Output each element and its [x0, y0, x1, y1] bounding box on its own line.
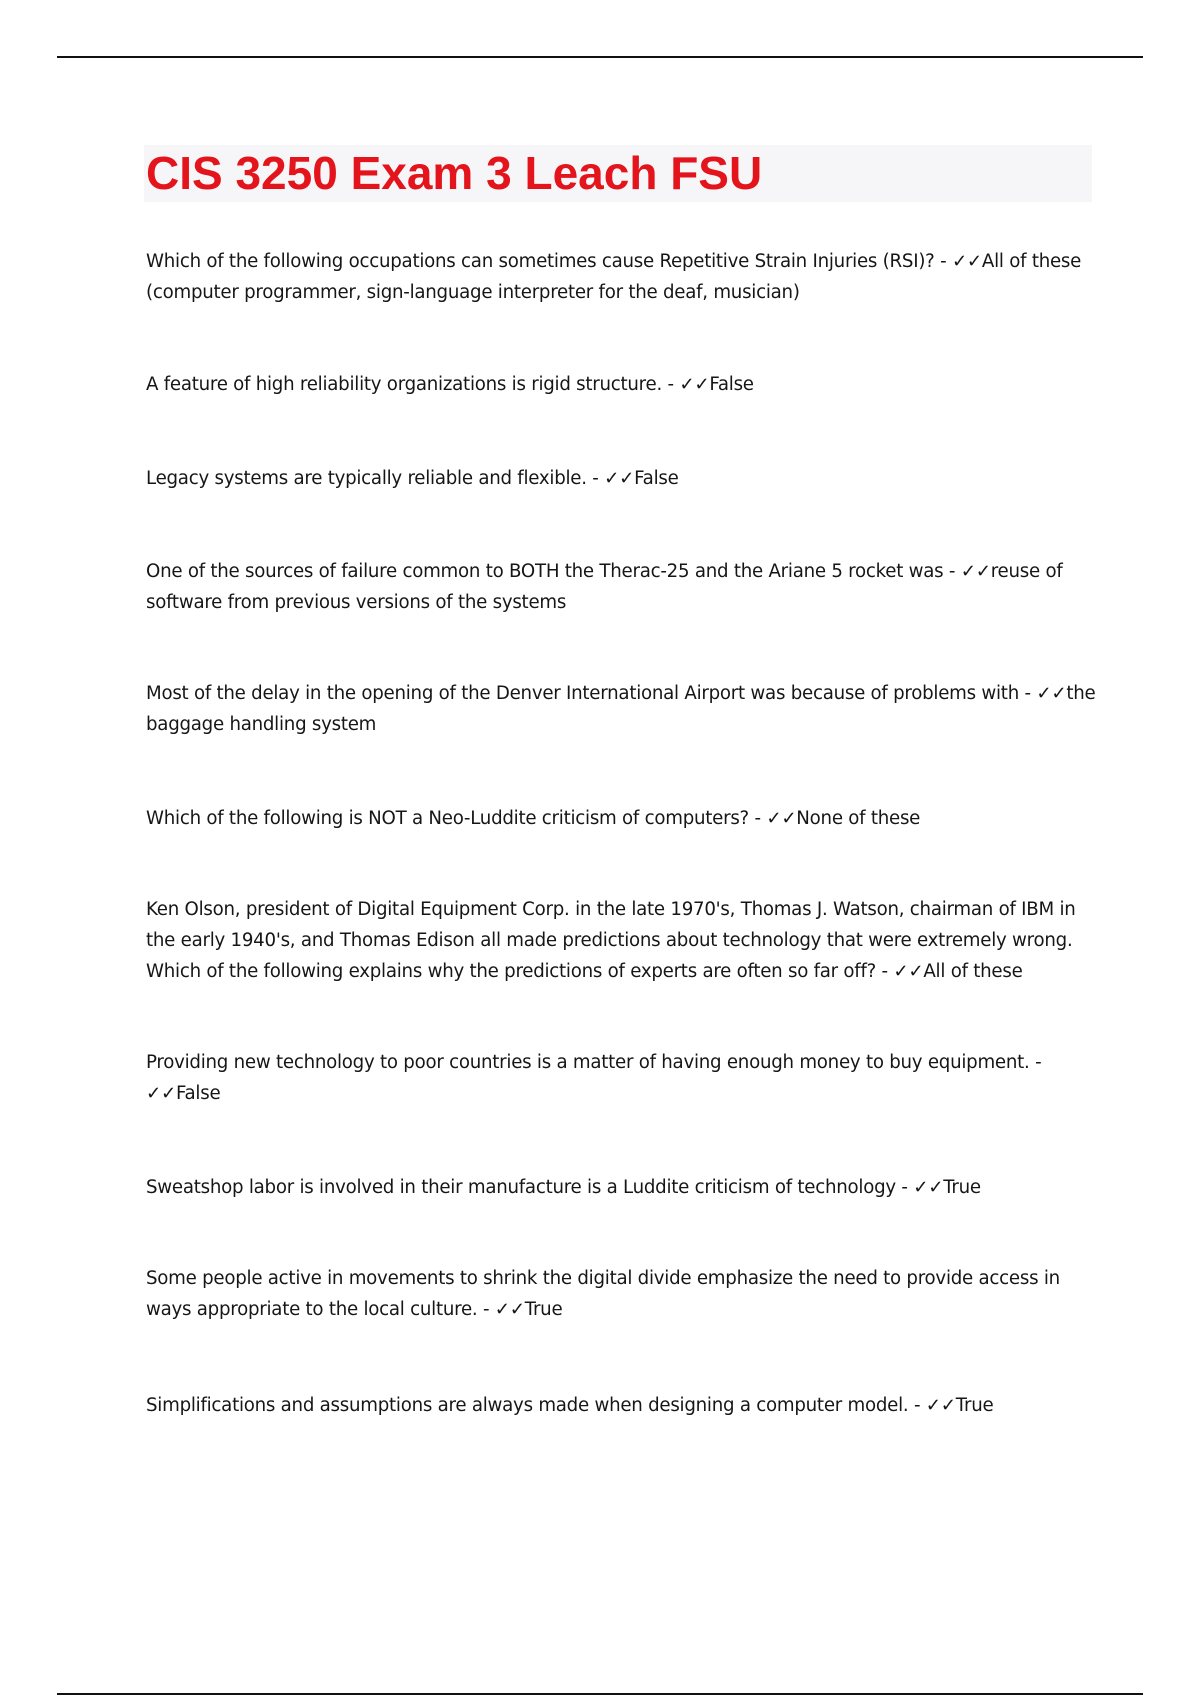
qa-item: Most of the delay in the opening of the Denver International Airport was because of problems with - ✓✓the baggage handling system [146, 683, 1096, 735]
qa-item: Some people active in movements to shrink the digital divide emphasize the need to provide access in ways appropriate to the local culture. - ✓✓True [146, 1268, 1060, 1320]
qa-item: Sweatshop labor is involved in their manufacture is a Luddite criticism of technology - ✓✓True [146, 1177, 981, 1198]
qa-item: One of the sources of failure common to BOTH the Therac-25 and the Ariane 5 rocket was - ✓✓reuse of software from previous versions of the systems [146, 561, 1063, 613]
qa-item: Which of the following occupations can sometimes cause Repetitive Strain Injuries (RSI)? - ✓✓All of these (computer programmer, sign-language interpreter for the deaf, musician) [146, 251, 1082, 303]
header-rule [57, 56, 1143, 58]
qa-item: Simplifications and assumptions are always made when designing a computer model. - ✓✓True [146, 1395, 994, 1416]
qa-item: A feature of high reliability organizations is rigid structure. - ✓✓False [146, 374, 754, 395]
footer-rule [57, 1693, 1143, 1695]
qa-item: Providing new technology to poor countries is a matter of having enough money to buy equipment. - ✓✓False [146, 1052, 1042, 1104]
document-title: CIS 3250 Exam 3 Leach FSU [146, 147, 763, 199]
qa-item: Which of the following is NOT a Neo-Luddite criticism of computers? - ✓✓None of these [146, 808, 921, 829]
qa-item: Legacy systems are typically reliable and flexible. - ✓✓False [146, 468, 679, 489]
qa-item: Ken Olson, president of Digital Equipment Corp. in the late 1970's, Thomas J. Watson, chairman of IBM in the early 1940's, and Thomas Edison all made predictions about technology that were extremely wrong. Which of the following explains why the predictions of experts are often so far off? - ✓✓All of these [146, 899, 1076, 982]
